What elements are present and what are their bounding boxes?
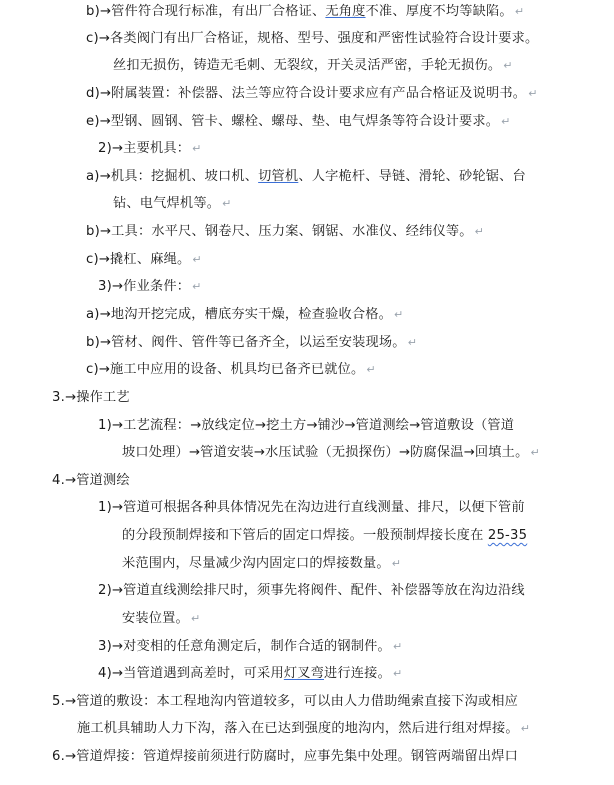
text-line: 安装位置。 ↵ bbox=[122, 611, 201, 626]
text-line: 6.→管道焊接：管道焊接前须进行防腐时，应事先集中处理。钢管两端留出焊口 bbox=[52, 749, 519, 764]
text-line: e)→型钢、圆钢、管卡、螺栓、螺母、垫、电气焊条等符合设计要求。 ↵ bbox=[86, 114, 511, 129]
text-line: a)→地沟开挖完成，槽底夯实干燥，检查验收合格。 ↵ bbox=[86, 307, 404, 322]
text-line: 1)→管道可根据各种具体情况先在沟边进行直线测量、排尺，以便下管前 bbox=[98, 500, 525, 515]
text-line: 的分段预制焊接和下管后的固定口焊接。一般预制焊接长度在 25-35 bbox=[122, 528, 528, 543]
text-line: a)→机具：挖掘机、坡口机、切管机、人字桅杆、导链、滑轮、砂轮锯、台 bbox=[86, 169, 526, 184]
text-line: b)→工具：水平尺、钢卷尺、压力案、钢锯、水准仪、经纬仪等。 ↵ bbox=[86, 224, 485, 239]
text-line: 坡口处理）→管道安装→水压试验（无损探伤）→防腐保温→回填土。 ↵ bbox=[122, 445, 540, 460]
text-line: 2)→主要机具： ↵ bbox=[98, 141, 202, 156]
text-line: 1)→工艺流程：→放线定位→挖土方→铺沙→管道测绘→管道敷设（管道 bbox=[98, 418, 515, 433]
text-line: c)→施工中应用的设备、机具均已备齐已就位。 ↵ bbox=[86, 362, 376, 377]
spellcheck-underline: 25-35 bbox=[487, 528, 528, 543]
text-line: c)→撬杠、麻绳。 ↵ bbox=[86, 252, 202, 267]
text-line: 施工机具辅助人力下沟，落入在已达到强度的地沟内，然后进行组对焊接。 ↵ bbox=[77, 721, 531, 736]
text-line: c)→各类阀门有出厂合格证，规格、型号、强度和严密性试验符合设计要求。 bbox=[86, 31, 539, 46]
spellcheck-underline: 切管机 bbox=[258, 169, 299, 184]
text-line: 3)→作业条件： ↵ bbox=[98, 279, 202, 294]
text-line: 丝扣无损伤，铸造无毛刺、无裂纹，开关灵活严密，手轮无损伤。 ↵ bbox=[113, 58, 513, 73]
section-heading: 3.→操作工艺 bbox=[52, 390, 130, 405]
text-line: 4)→当管道遇到高差时，可采用灯叉弯进行连接。 ↵ bbox=[98, 666, 403, 681]
text-line: d)→附属装置：补偿器、法兰等应符合设计要求应有产品合格证及说明书。 ↵ bbox=[86, 86, 538, 101]
section-heading: 4.→管道测绘 bbox=[52, 473, 130, 488]
text-line: 5.→管道的敷设：本工程地沟内管道较多，可以由人力借助绳索直接下沟或相应 bbox=[52, 694, 519, 709]
text-line: 米范围内，尽量减少沟内固定口的焊接数量。 ↵ bbox=[122, 556, 402, 571]
spellcheck-underline: 无角度 bbox=[325, 4, 366, 19]
text-line: 2)→管道直线测绘排尺时，须事先将阀件、配件、补偿器等放在沟边沿线 bbox=[98, 583, 525, 598]
text-line: 钻、电气焊机等。 ↵ bbox=[113, 196, 232, 211]
text-line: 3)→对变相的任意角测定后，制作合适的钢制件。 ↵ bbox=[98, 639, 403, 654]
text-line: b)→管件符合现行标准，有出厂合格证、无角度不准、厚度不均等缺陷。 ↵ bbox=[86, 4, 525, 19]
text-line: b)→管材、阀件、管件等已备齐全，以运至安装现场。 ↵ bbox=[86, 335, 418, 350]
spellcheck-underline: 灯叉弯 bbox=[283, 666, 325, 681]
